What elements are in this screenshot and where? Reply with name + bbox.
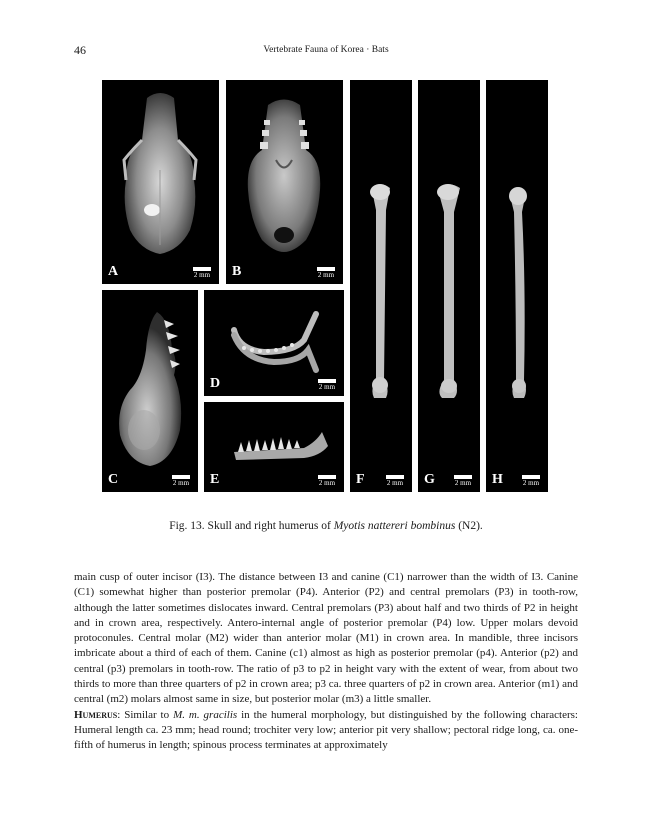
skull-ventral-image xyxy=(226,80,343,284)
humerus-species: M. m. gracilis xyxy=(173,708,238,721)
body-text xyxy=(74,570,578,754)
humerus-image xyxy=(486,80,548,492)
panel-letter: E xyxy=(210,472,220,487)
page-number: 46 xyxy=(74,43,86,57)
scale-label: 2 mm xyxy=(386,479,404,487)
running-head: Vertebrate Fauna of Korea · Bats xyxy=(263,45,389,55)
figure-caption xyxy=(74,520,578,532)
figure-panel-d xyxy=(204,290,344,396)
panel-letter: B xyxy=(232,264,242,279)
scale-bar xyxy=(191,267,213,279)
scale-bar xyxy=(316,475,338,487)
scale-bar xyxy=(520,475,542,487)
panel-letter: A xyxy=(108,264,119,279)
panel-letter: D xyxy=(210,376,221,391)
scale-bar xyxy=(316,379,338,391)
humerus-image xyxy=(350,80,412,492)
panel-letter: H xyxy=(492,472,503,487)
paragraph-teeth: main cusp of outer incisor (I3). The distance between I3 and canine (C1) narrower than the width of I3. Canine (C1) somewhat higher than posterior premolar (P4). Anterior (P2) and central premolars (P3) in tooth-row, although the latter sometimes dislocates inward. Central premolars (P3) about half and two thirds of P2 in height and in crown area, respectively. Antero-internal angle of posterior premolar (P4) low. Upper molars devoid protoconules. Central molar (M2) wider than anterior molar (M1) in crown area. In mandible, three incisors imbricate about a third of each of them. Canine (c1) almost as high as posterior premolar (p4). Anterior (p2) and central (p3) premolars in tooth-row. The ratio of p3 to p2 in height vary with the extent of wear, from about two thirds to more than three quarters of p2 in crown area; p3 ca. three quarters of p2 in crown area. Anterior (m1) and central (m2) molars almost same in size, but posterior molar (m3) a little smaller. xyxy=(74,571,578,706)
scale-label: 2 mm xyxy=(318,479,336,487)
humerus-image xyxy=(418,80,480,492)
scale-label: 2 mm xyxy=(172,479,190,487)
figure-panel-c xyxy=(102,290,198,492)
figure-panel-g xyxy=(418,80,480,492)
caption-suffix: (N2). xyxy=(455,520,483,532)
figure-panel-b xyxy=(226,80,343,284)
caption-prefix: Fig. 13. Skull and right humerus of xyxy=(169,520,334,532)
skull-dorsal-image xyxy=(102,80,219,284)
scale-label: 2 mm xyxy=(193,271,211,279)
scale-bar xyxy=(170,475,192,487)
panel-letter: G xyxy=(424,472,435,487)
figure-panel-e xyxy=(204,402,344,492)
scale-bar xyxy=(384,475,406,487)
panel-letter: C xyxy=(108,472,119,487)
skull-lateral-image xyxy=(102,290,198,492)
scale-label: 2 mm xyxy=(454,479,472,487)
figure-panel-f xyxy=(350,80,412,492)
scale-label: 2 mm xyxy=(522,479,540,487)
humerus-text: in the humeral morphology, but distinguished by the following characters: Humeral length ca. 23 mm; head round; trochiter very low; anterior pit very shallow; pectoral ridge long, ca. one-fifth of humerus in length; spinous process terminates at approximately xyxy=(74,708,578,752)
panel-letter: F xyxy=(356,472,365,487)
scale-bar xyxy=(315,267,337,279)
scale-label: 2 mm xyxy=(317,271,335,279)
scale-label: 2 mm xyxy=(318,383,336,391)
humerus-heading: Humerus xyxy=(74,708,118,721)
figure-panel-a xyxy=(102,80,219,284)
humerus-sep: : Similar to xyxy=(117,708,174,721)
figure-panel-h xyxy=(486,80,548,492)
paragraph-humerus xyxy=(74,708,578,754)
scale-bar xyxy=(452,475,474,487)
caption-species: Myotis nattereri bombinus xyxy=(333,520,456,532)
